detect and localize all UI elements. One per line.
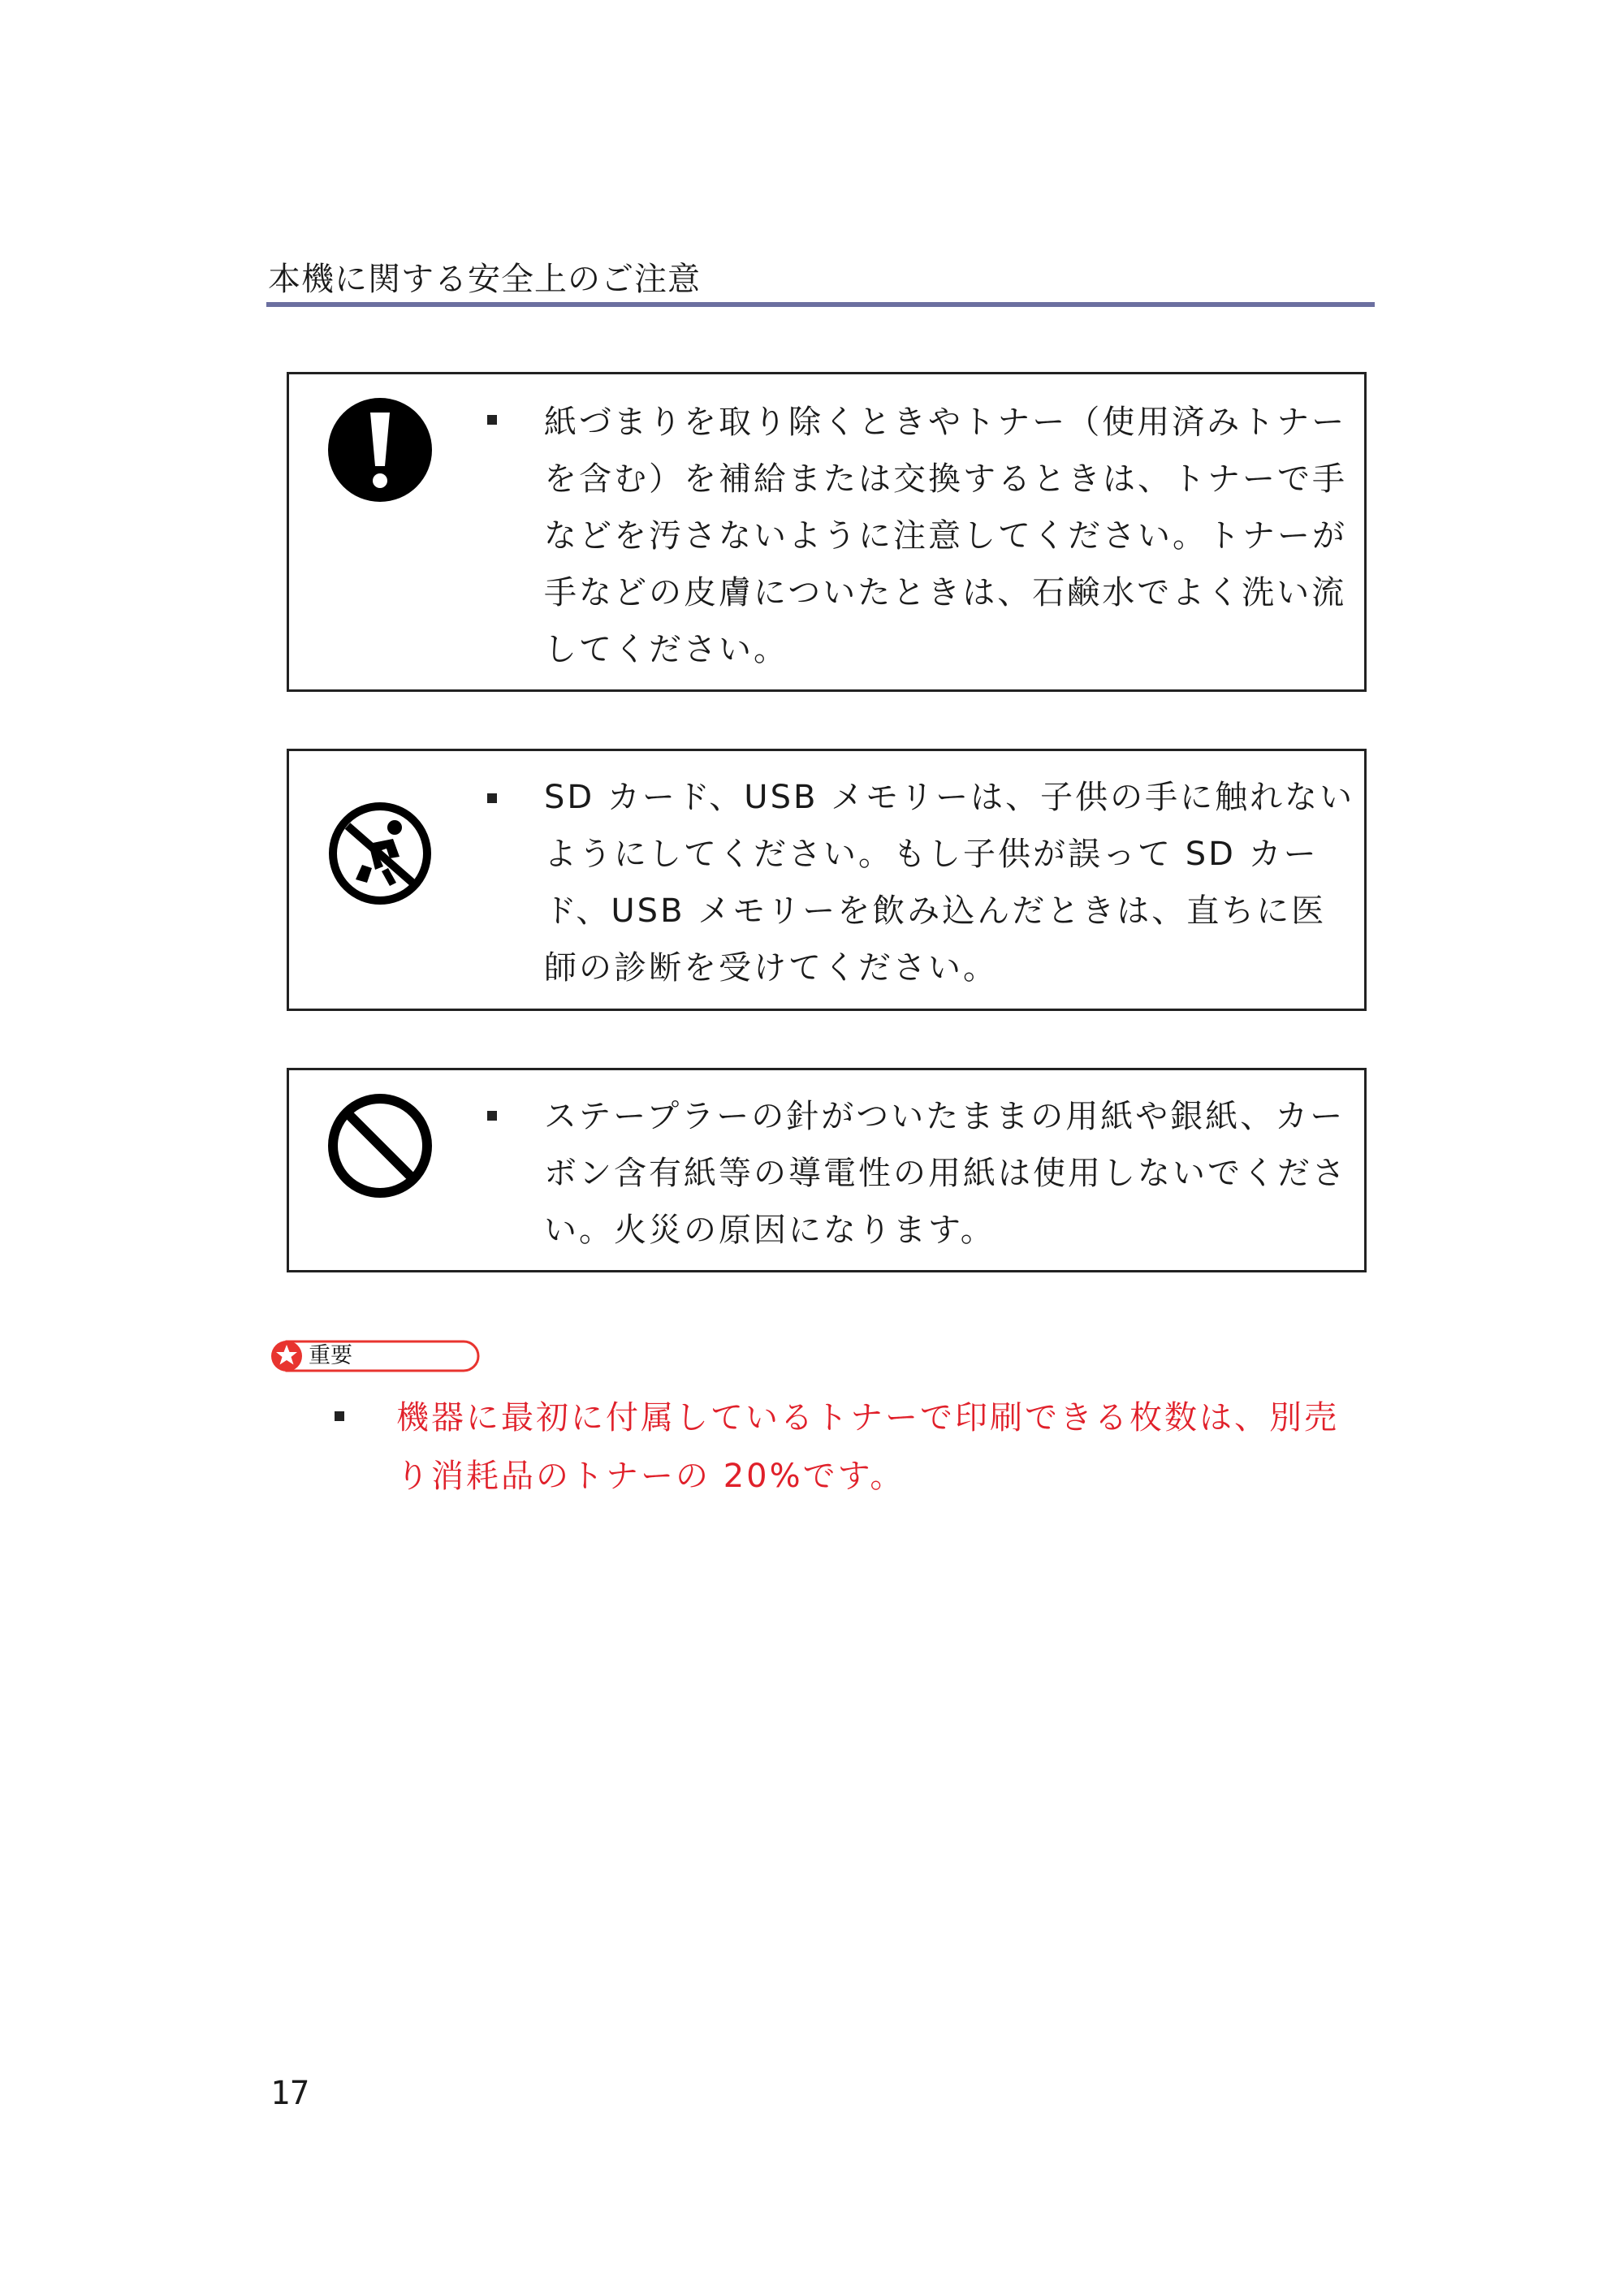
keep-away-from-children-icon [325,798,435,909]
bullet-marker [335,1411,344,1421]
prohibition-icon [325,1091,435,1201]
bullet-marker [487,1111,497,1121]
warning-box-conductive-paper [287,1068,1367,1272]
warning-box-children [287,749,1367,1011]
important-note-text: 機器に最初に付属しているトナーで印刷できる枚数は、別売り消耗品のトナーの 20%です。 [396,1399,1339,1495]
bullet-marker [487,415,497,425]
mandatory-exclamation-icon [325,395,435,505]
page-number: 17 [270,2075,310,2112]
warning-text: 紙づまりを取り除くときやトナー（使用済みトナーを含む）を補給または交換するときは、トナーで手などを汚さないように注意してください。トナーが手などの皮膚についたときは、石鹸水でよく洗い流してください。 [544,404,1347,668]
important-label: 重要 [309,1343,352,1368]
warning-text: ステープラーの針がついたままの用紙や銀紙、カーボン含有紙等の導電性の用紙は使用しないでください。火災の原因になります。 [544,1098,1347,1249]
warning-text: SD カード、USB メモリーは、子供の手に触れないようにしてください。もし子供が誤って SD カード、USB メモリーを飲み込んだときは、直ちに医師の診断を受けてください。 [544,779,1355,987]
bullet-marker [487,793,497,803]
page-title: 本機に関する安全上のご注意 [268,261,701,298]
important-badge [270,1340,480,1372]
warning-box-toner [287,372,1367,692]
title-divider [266,302,1375,307]
